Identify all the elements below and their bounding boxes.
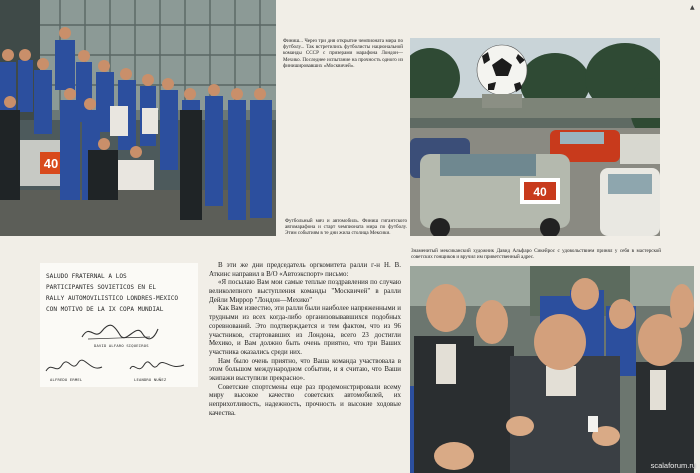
corner-arrow-icon: ▲ — [690, 4, 695, 11]
article-paragraph: Нам было очень приятно, что Ваша команда участвовала в этом большом международном событии, и я считаю, что Ваши экипажи выступили прекрасно». — [209, 357, 401, 382]
caption-siqueiros: Знаменитый мексиканский художник Давид Альфаро Сикейрос с удовольствием принял у себя в мастерской советских гонщиков и вручил им приветственный адрес. — [411, 248, 661, 261]
article-body — [209, 262, 401, 418]
article-paragraph: Советские спортсмены еще раз продемонстрировали всему миру высокое качество советских автомобилей, их неприхотливость, надежность, прочность и высокие ходовые качества. — [209, 383, 401, 417]
team-group-photo — [0, 0, 276, 236]
nunez-signature-scribble — [128, 359, 188, 377]
letter-line: SALUDO FRATERNAL A LOS — [46, 273, 127, 280]
letter-line: RALLY AUTOMOVILISTICO LONDRES-MEXICO — [46, 295, 179, 302]
letter-line: CON MOTIVO DE LA IX COPA MUNDIAL — [46, 306, 164, 313]
article-paragraph: «Я посылаю Вам мои самые теплые поздравления по случаю великолепного выступления команды "Москвичей" в ралли Дейли Миррор "Лондон—Мехико" — [209, 279, 401, 304]
ermel-signature-scribble — [44, 359, 106, 377]
caption-football-car: Футбольный мяч и автомобиль. Финиш гигантского автомарафона и старт чемпионата мира по футболу. Этим событиям в те дни жила столица Мексики. — [285, 218, 407, 237]
article-paragraph: В эти же дни председатель оргкомитета ралли г-н Н. В. Аткинс направил в В/О «Автоэкспорт» письмо: — [209, 262, 401, 278]
signature-siqueiros: DAVID ALFARO SIQUEIROS — [94, 343, 149, 348]
siqueiros-greeting-letter — [40, 263, 198, 387]
rally-car-number: 40 — [43, 156, 59, 171]
signature-nunez: LEANDRO NUÑEZ — [134, 377, 167, 382]
signature-ermel: ALFREDO ERMEL — [50, 377, 83, 382]
street-football-photo — [410, 38, 660, 236]
site-watermark: scalaforum.ru — [650, 461, 696, 470]
letter-line: PARTICIPANTES SOVIETICOS EN EL — [46, 284, 157, 291]
siqueiros-meeting-photo — [410, 266, 694, 473]
street-car-number: 40 — [533, 185, 547, 199]
caption-finish: Финиш... Через три дня открытие чемпионата мира по футболу... Так встретились футболисты национальной команды СССР с призерами марафона Лондон—Мехико. Последнее испытание на прочность одного из финишировавших «Москвичей». — [283, 38, 403, 69]
article-paragraph: Как Вам известно, эти ралли были наиболее напряженными и трудными из всех когда-либо организовывавшихся подобных соревнований. Это подтверждается и тем фактом, что из 96 участников, стартовавших из Лондона, всего 23 достигли Мехико, и Вам должно быть очень приятно, что три Ваших участника оказались среди них. — [209, 305, 401, 356]
siqueiros-signature-scribble — [80, 321, 160, 343]
